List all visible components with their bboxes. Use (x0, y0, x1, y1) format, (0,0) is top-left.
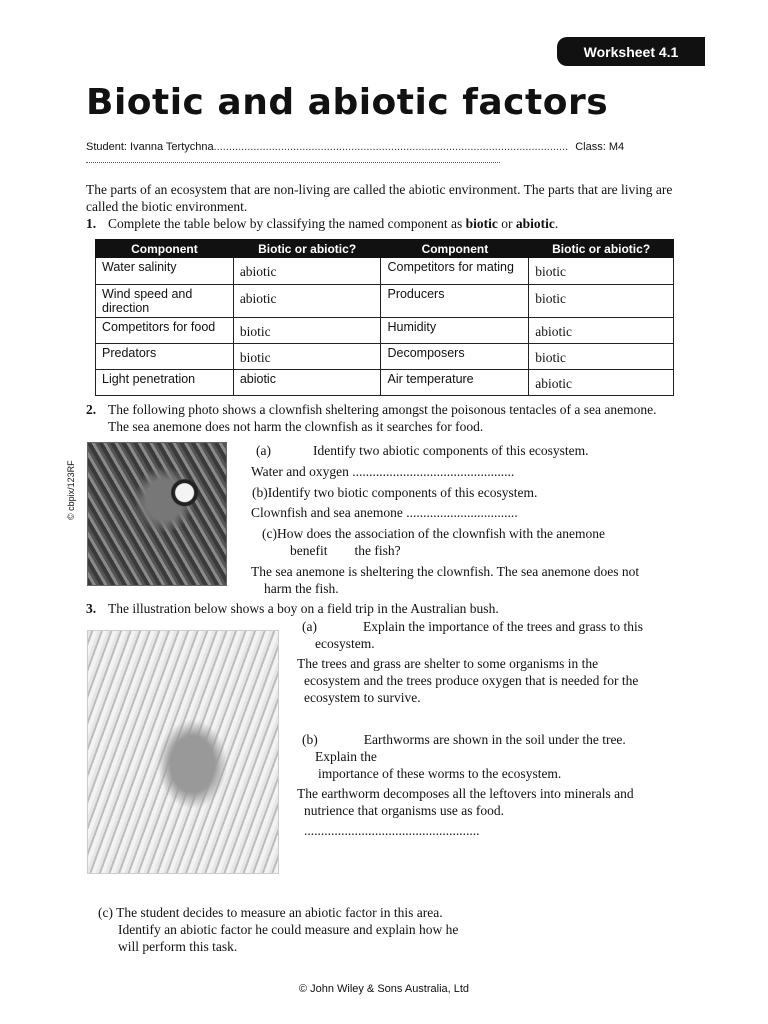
intro-paragraph: The parts of an ecosystem that are non-living are called the abiotic environment. The parts that are living are called the biotic environment. (86, 182, 673, 214)
table-header: Component (381, 240, 529, 258)
question-1-text-end: . (554, 216, 559, 231)
question-3b-text-2: Explain the (315, 749, 377, 764)
question-2c-answer-1[interactable]: The sea anemone is sheltering the clownfish. The sea anemone does not (251, 564, 640, 579)
question-2-number: 2. (86, 402, 97, 417)
question-3c-label: (c) (98, 905, 113, 920)
question-2c (262, 525, 605, 542)
table-header-row (96, 240, 674, 258)
dotted-line (86, 154, 500, 163)
worksheet-badge: Worksheet 4.1 (557, 37, 705, 66)
question-2b-answer[interactable]: Clownfish and sea anemone ................................. (251, 505, 518, 520)
table-cell-component: Air temperature (381, 370, 529, 396)
question-3b-text-1: Earthworms are shown in the soil under the tree. (363, 732, 626, 747)
question-2 (86, 401, 686, 435)
question-3b (302, 731, 626, 748)
question-2c-label: (c) (262, 526, 277, 541)
clownfish-photo (87, 442, 227, 586)
table-cell-answer[interactable]: biotic (529, 285, 674, 318)
question-3c-text-3: will perform this task. (118, 939, 238, 954)
question-2a-text: Identify two abiotic components of this ecosystem. (312, 443, 589, 458)
question-3a-answer-2[interactable]: ecosystem and the trees produce oxygen that is needed for the (304, 673, 639, 688)
question-2c-text-2b: the fish? (354, 543, 401, 558)
table-cell-component: Predators (96, 344, 234, 370)
question-2b-label: (b) (252, 485, 268, 500)
question-3b-answer-2[interactable]: nutrience that organisms use as food. (304, 803, 504, 818)
question-2a-label: (a) (256, 443, 271, 458)
table-header: Component (96, 240, 234, 258)
question-3b-label: (b) (302, 732, 318, 747)
question-3b-answer-1[interactable]: The earthworm decomposes all the leftovers into minerals and (297, 786, 634, 801)
question-1 (86, 215, 706, 232)
table-cell-answer[interactable]: biotic (233, 344, 381, 370)
table-cell-answer[interactable]: abiotic (529, 370, 674, 396)
question-1-text-or: or (497, 216, 516, 231)
question-3 (86, 600, 686, 617)
photo-credit: © cbpix/123RF (66, 460, 76, 520)
question-3a-answer-3[interactable]: ecosystem to survive. (304, 690, 421, 705)
question-3a-label: (a) (302, 619, 317, 634)
question-1-bold-biotic: biotic (465, 216, 498, 231)
question-2a-answer[interactable]: Water and oxygen ................................................ (251, 464, 515, 479)
table-cell-component: Light penetration (96, 370, 234, 396)
question-2a (256, 442, 589, 459)
table-cell-answer[interactable]: biotic (529, 344, 674, 370)
question-2-text: The following photo shows a clownfish sheltering amongst the poisonous tentacles of a sea anemone. The sea anemone does not harm the clownfish as it searches for food. (108, 402, 657, 434)
question-3c (98, 904, 443, 921)
student-name[interactable]: Ivanna Tertychna (130, 141, 214, 153)
table-cell-component: Water salinity (96, 258, 234, 285)
table-header: Biotic or abiotic? (233, 240, 381, 258)
student-dots-extra: ............................ (482, 141, 569, 153)
table-cell-answer[interactable]: biotic (529, 258, 674, 285)
question-3a-answer-1[interactable]: The trees and grass are shelter to some organisms in the (297, 656, 599, 671)
table-cell-component: Competitors for mating (381, 258, 529, 285)
question-1-bold-abiotic: abiotic (515, 216, 555, 231)
question-1-text: Complete the table below by classifying the named component as (108, 216, 466, 231)
bush-illustration (87, 630, 279, 874)
question-3b-dots[interactable]: .................................................... (304, 823, 480, 838)
question-3-text: The illustration below shows a boy on a field trip in the Australian bush. (108, 601, 499, 616)
classification-table (95, 239, 674, 396)
table-cell-component: Producers (381, 285, 529, 318)
question-2c-line2 (290, 542, 401, 559)
table-cell-component: Wind speed and direction (96, 285, 234, 318)
table-cell-component: Decomposers (381, 344, 529, 370)
question-2c-text-2a: benefit (290, 543, 328, 558)
table-row (96, 258, 674, 285)
question-1-number: 1. (86, 216, 97, 231)
question-3a (302, 618, 643, 635)
table-cell-component: Humidity (381, 318, 529, 344)
page-title: Biotic and abiotic factors (86, 82, 609, 123)
question-2c-text-1: How does the association of the clownfish with the anemone (276, 526, 606, 541)
student-dots: ........................................................................................ (213, 141, 483, 153)
question-3a-text-2: ecosystem. (315, 636, 375, 651)
student-label: Student: (86, 141, 131, 153)
copyright-footer: © John Wiley & Sons Australia, Ltd (298, 983, 470, 995)
question-3c-text-2: Identify an abiotic factor he could measure and explain how he (118, 922, 459, 937)
table-row (96, 344, 674, 370)
table-cell-answer[interactable]: abiotic (529, 318, 674, 344)
table-cell-answer[interactable]: abiotic (233, 370, 381, 396)
student-line (86, 141, 624, 153)
question-3b-text-3: importance of these worms to the ecosystem. (318, 766, 562, 781)
question-2b (252, 484, 537, 501)
table-header: Biotic or abiotic? (529, 240, 674, 258)
question-3-number: 3. (86, 601, 97, 616)
table-row (96, 285, 674, 318)
table-row (96, 318, 674, 344)
table-row (96, 370, 674, 396)
question-3c-text-1: The student decides to measure an abiotic factor in this area. (116, 905, 443, 920)
question-3a-text-1: Explain the importance of the trees and grass to this (362, 619, 644, 634)
table-cell-answer[interactable]: abiotic (233, 285, 381, 318)
table-cell-answer[interactable]: biotic (233, 318, 381, 344)
table-cell-component: Competitors for food (96, 318, 234, 344)
class-label: Class: (575, 141, 609, 153)
question-2b-text: Identify two biotic components of this ecosystem. (267, 485, 538, 500)
table-cell-answer[interactable]: abiotic (233, 258, 381, 285)
question-2c-answer-2[interactable]: harm the fish. (264, 581, 339, 596)
class-value[interactable]: M4 (608, 141, 625, 153)
